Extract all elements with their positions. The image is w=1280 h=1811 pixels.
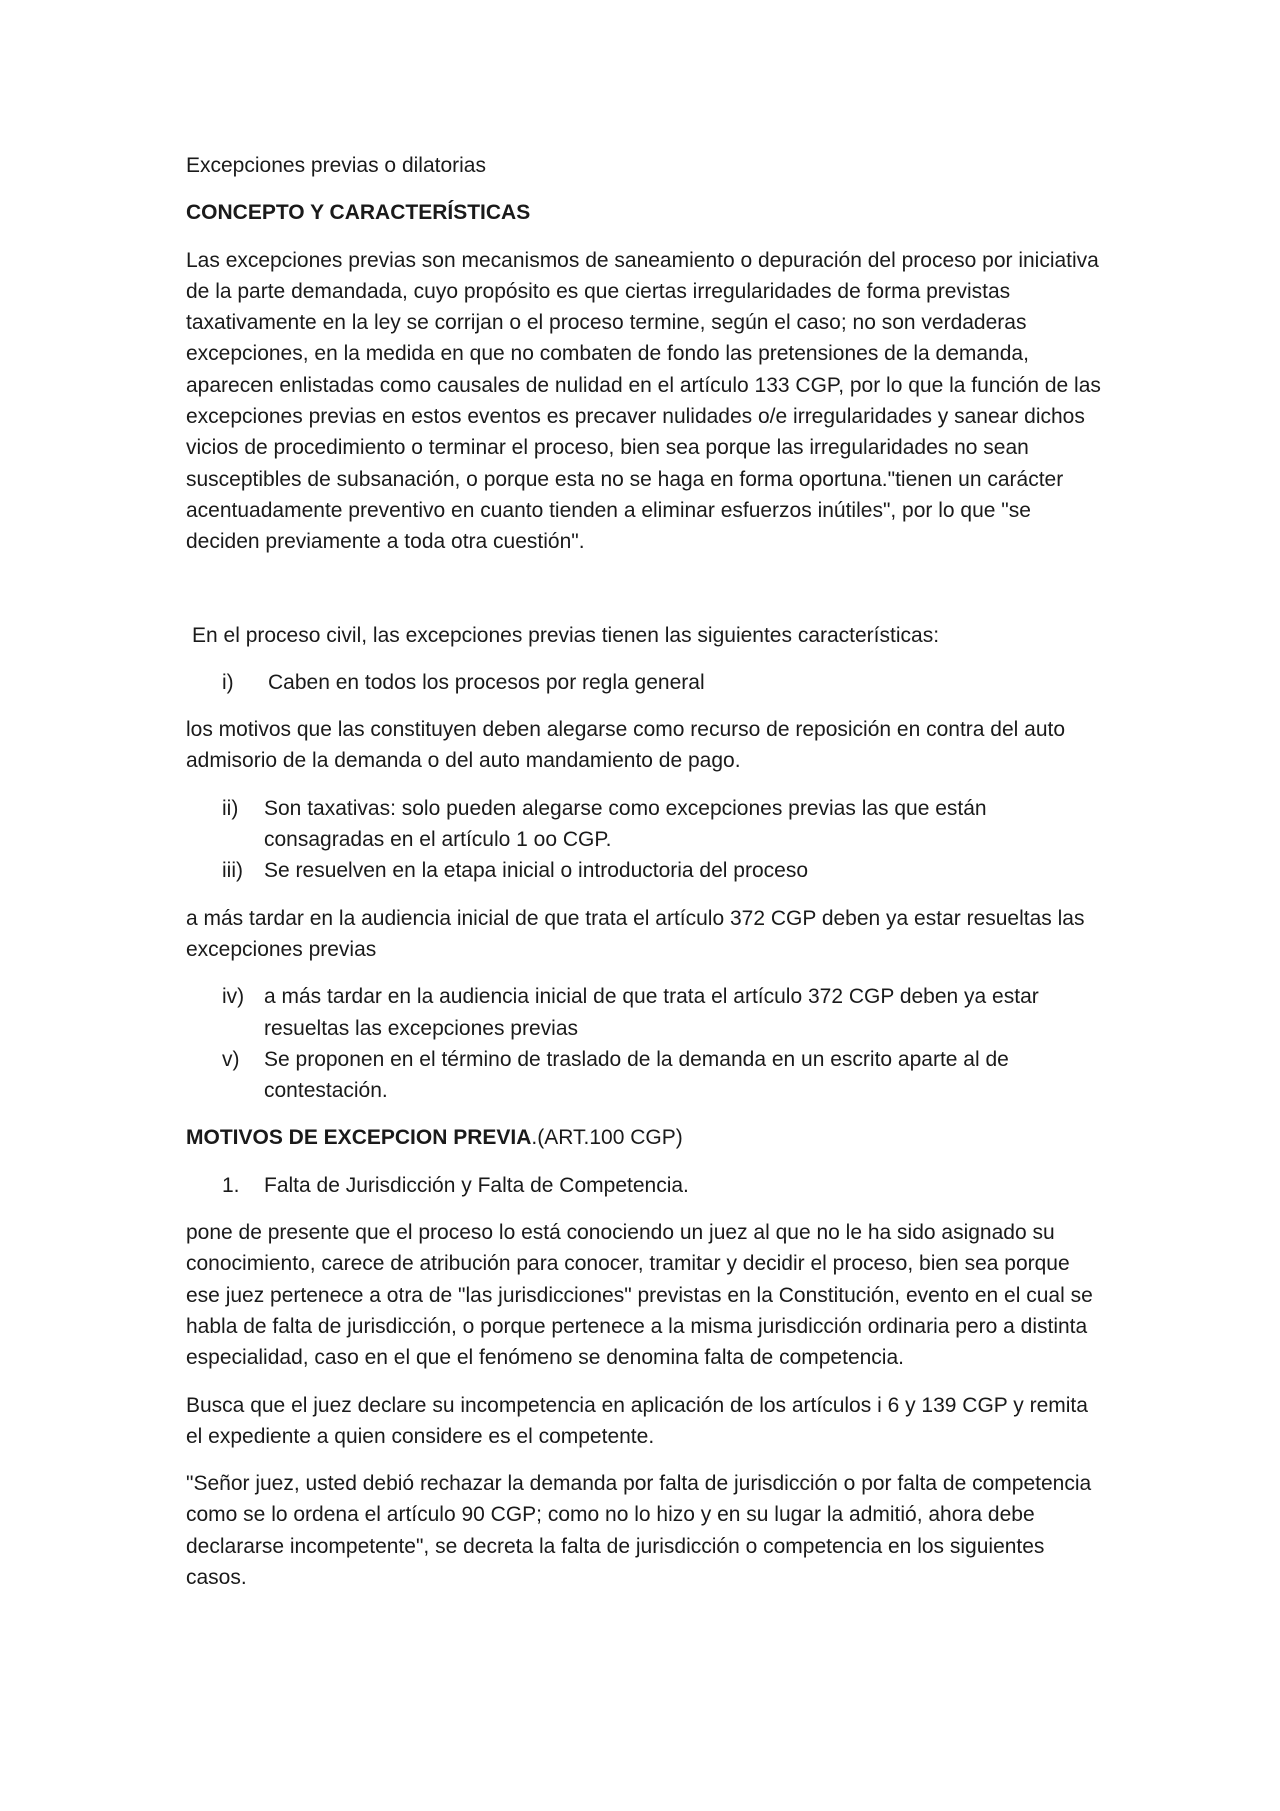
heading-rest-text: .(ART.100 CGP) [531,1126,683,1150]
motivos-list [186,1170,1106,1201]
paragraph-incompetencia: Busca que el juez declare su incompetencia en aplicación de los artículos i 6 y 139 CGP y remita el expediente a quien considere es el competente. [186,1393,1088,1448]
list-item [186,1044,1106,1107]
heading-bold-text: MOTIVOS DE EXCEPCION PREVIA [186,1126,532,1150]
list-marker: ii) [222,796,239,820]
section-heading-concepto: CONCEPTO Y CARACTERÍSTICAS [186,201,531,225]
characteristics-list-1 [186,667,1106,698]
paragraph-motivos: los motivos que las constituyen deben alegarse como recurso de reposición en contra del auto admisorio de la demanda o del auto mandamiento de pago. [186,718,1066,773]
list-item [186,981,1106,1044]
list-item-text: a más tardar en la audiencia inicial de que trata el artículo 372 CGP deben ya estar resueltas las excepciones previas [264,985,1039,1040]
characteristics-list-2 [186,793,1106,887]
paragraph-audiencia: a más tardar en la audiencia inicial de que trata el artículo 372 CGP deben ya estar resueltas las excepciones previas [186,906,1085,961]
list-item [186,1170,1106,1201]
paragraph-characteristics-intro: En el proceso civil, las excepciones previas tienen las siguientes características: [192,623,940,647]
list-item [186,667,1106,698]
list-marker: i) [222,670,234,694]
document-title: Excepciones previas o dilatorias [186,154,486,177]
list-marker: iii) [222,859,243,883]
list-item-text: Caben en todos los procesos por regla general [268,670,705,694]
list-item-text: Se proponen en el término de traslado de la demanda en un escrito aparte al de contestación. [264,1047,1009,1103]
spacer [186,574,1106,620]
list-item-text: Son taxativas: solo pueden alegarse como excepciones previas las que están consagradas en el artículo 1 oo CGP. [264,796,987,852]
document-page [186,150,1106,1609]
list-item-text: Se resuelven en la etapa inicial o introductoria del proceso [264,859,809,883]
paragraph-quote: "Señor juez, usted debió rechazar la demanda por falta de jurisdicción o por falta de competencia como se lo ordena el artículo 90 CGP; como no lo hizo y en su lugar la admitió, ahora debe declararse incompetente", se decreta la falta de jurisdicción o competencia en los siguientes casos. [186,1472,1092,1589]
list-marker: iv) [222,985,245,1009]
list-item [186,855,1106,886]
list-marker: 1. [222,1173,240,1197]
list-marker: v) [222,1047,240,1071]
paragraph-definition: Las excepciones previas son mecanismos de saneamiento o depuración del proceso por iniciativa de la parte demandada, cuyo propósito es que ciertas irregularidades de forma previstas taxativamente en la ley se corrijan o el proceso termine, según el caso; no son verdaderas excepciones, en la medida en que no combaten de fondo las pretensiones de la demanda, aparecen enlistadas como causales de nulidad en el artículo 133 CGP, por lo que la función de las excepciones previas en estos eventos es precaver nulidades o/e irregularidades y sanear dichos vicios de procedimiento o terminar el proceso, bien sea porque las irregularidades no sean susceptibles de subsanación, o porque esta no se haga en forma oportuna."tienen un carácter acentuadamente preventivo en cuanto tienden a eliminar esfuerzos inútiles", por lo que "se deciden previamente a toda otra cuestión". [186,248,1101,554]
list-item [186,793,1106,856]
list-item-text: Falta de Jurisdicción y Falta de Competencia. [264,1173,689,1197]
paragraph-jurisdiccion: pone de presente que el proceso lo está conociendo un juez al que no le ha sido asignado su conocimiento, carece de atribución para conocer, tramitar y decidir el proceso, bien sea porque ese juez pertenece a otra de "las jurisdicciones" previstas en la Constitución, evento en el cual se habla de falta de jurisdicción, o porque pertenece a la misma jurisdicción ordinaria pero a distinta especialidad, caso en el que el fenómeno se denomina falta de competencia. [186,1221,1093,1370]
section-heading-motivos [186,1122,1106,1153]
characteristics-list-3 [186,981,1106,1106]
